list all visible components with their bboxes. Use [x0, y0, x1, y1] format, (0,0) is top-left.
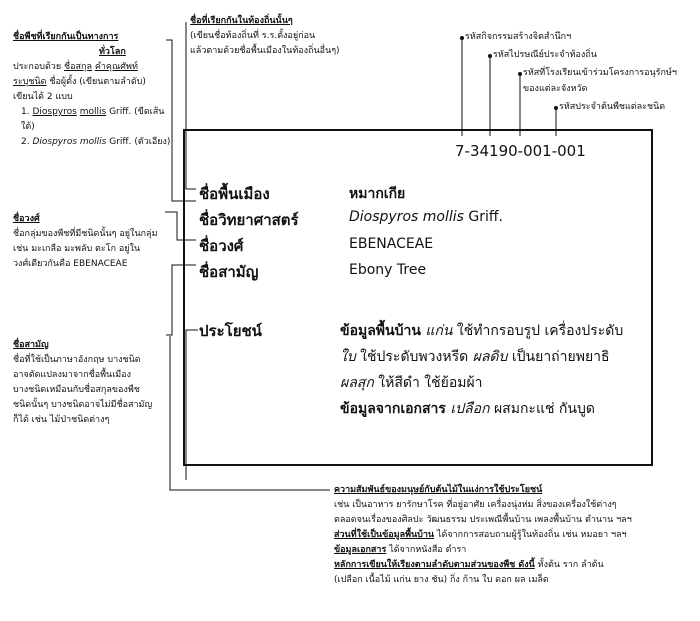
usage-line-2	[340, 344, 650, 370]
code-note-1: รหัสกิจกรรมสร้างจิตสำนึกฯ	[465, 32, 572, 42]
code-note-3a: รหัสที่โรงเรียนเข้าร่วมโครงการอนุรักษ์ฯ	[523, 68, 677, 78]
text: ข้อมูลจากเอกสาร	[340, 401, 446, 417]
note-local-line-2: แล้วตามด้วยชื่อพื้นเมืองในท้องถิ่นอื่นๆ)	[190, 46, 340, 56]
note-common-line-2: อาจตัดแปลงมาจากชื่อพื้นเมือง	[13, 370, 132, 380]
epithet-term: คำคุณศัพท์	[94, 62, 138, 72]
note-global-example-1	[13, 105, 173, 135]
text: ทั้งต้น ราก ลำต้น	[534, 560, 604, 570]
label-local-name: ชื่อพื้นเมือง	[199, 185, 270, 203]
text: แก่น	[420, 323, 453, 339]
note-global-name	[13, 30, 173, 150]
text: เป็นยาถ่ายพยาธิ	[507, 349, 610, 365]
code-note-2: รหัสไปรษณีย์ประจำท้องถิ่น	[493, 50, 597, 60]
text: Diospyros	[32, 107, 77, 117]
text: 2.	[21, 137, 30, 147]
text: ใช้ทำกรอบรูป เครื่องประดับ	[452, 323, 624, 339]
text: ผลสุก	[340, 375, 374, 391]
label-usage: ประโยชน์	[199, 322, 262, 340]
text: ประกอบด้วย	[13, 62, 62, 72]
text: Griff.	[463, 209, 503, 225]
text: 1.	[21, 107, 30, 117]
note-common-line-1: ชื่อที่ใช้เป็นภาษาอังกฤษ บางชนิด	[13, 355, 141, 365]
note-family	[13, 212, 178, 272]
note-global-line-2	[13, 75, 173, 90]
text: ข้อมูลพื้นบ้าน	[340, 323, 421, 339]
text: Diospyros mollis	[349, 209, 464, 225]
text: หลักการเขียนให้เรียงตามลำดับตามส่วนของพืช ดังนี้	[334, 560, 535, 570]
text: Griff. (ตัวเอียง)	[109, 137, 171, 147]
usage-text	[340, 318, 650, 422]
note-usage-line-5	[334, 558, 694, 573]
note-usage-line-4	[334, 543, 694, 558]
text: ให้สีดำ ใช้ย้อมผ้า	[373, 375, 483, 391]
note-global-example-2	[13, 135, 173, 150]
code-note-3b: ของแต่ละจังหวัด	[523, 84, 588, 94]
text: Diospyros mollis	[32, 137, 107, 147]
value-common-name: Ebony Tree	[349, 262, 427, 278]
note-usage-line-2: ตลอดจนเรื่องของศิลปะ วัฒนธรรม ประเพณีพื้นบ้าน เพลงพื้นบ้าน ตำนาน ฯลฯ	[334, 515, 632, 525]
note-usage-title: ความสัมพันธ์ของมนุษย์กับต้นไม้ในแง่การใช้ประโยชน์	[334, 485, 543, 495]
note-global-title-1: ชื่อพืชที่เรียกกันเป็นทางการ	[13, 32, 119, 42]
value-family: EBENACEAE	[349, 236, 434, 252]
text: ชื่อผู้ตั้ง (เขียนตามลำดับ)	[46, 77, 146, 87]
text: Griff. (ขีดเส้นใต้)	[21, 107, 165, 132]
code-note-4: รหัสประจำต้นพืชแต่ละชนิด	[559, 102, 666, 112]
note-common-line-5: ก็ได้ เช่น ไม้ป่าชนิดต่างๆ	[13, 415, 110, 425]
label-family: ชื่อวงศ์	[199, 237, 244, 255]
usage-line-1	[340, 318, 650, 344]
text: ผสมกะแช่ กันบูด	[489, 401, 595, 417]
note-local-line-1: (เขียนชื่อท้องถิ่นที่ ร.ร.ตั้งอยู่ก่อน	[190, 31, 316, 41]
note-common	[13, 338, 173, 428]
genus-term: ชื่อสกุล	[64, 62, 92, 72]
text: เปลือก	[445, 401, 490, 417]
text: ข้อมูลเอกสาร	[334, 545, 387, 555]
note-family-line-3: วงศ์เดียวกันคือ EBENACEAE	[13, 259, 128, 269]
note-family-line-1: ชื่อกลุ่มของพืชที่มีชนิดนั้นๆ อยู่ในกลุ่ม	[13, 229, 158, 239]
label-scientific-name: ชื่อวิทยาศาสตร์	[199, 211, 299, 229]
label-common-name: ชื่อสามัญ	[199, 263, 259, 281]
note-local-title: ชื่อที่เรียกกันในท้องถิ่นนั้นๆ	[190, 16, 293, 26]
note-common-line-3: บางชนิดเหมือนกับชื่อสกุลของพืช	[13, 385, 140, 395]
plant-code: 7-34190-001-001	[455, 142, 586, 160]
note-usage-line-3	[334, 528, 694, 543]
text: ส่วนที่ใช้เป็นข้อมูลพื้นบ้าน	[334, 530, 435, 540]
text: ใช้ประดับพวงหรีด	[355, 349, 469, 365]
note-local-name	[190, 14, 390, 59]
text: ผลดิบ	[468, 349, 508, 365]
text: ได้จากการสอบถามผู้รู้ในท้องถิ่น เช่น หมอยา ฯลฯ	[434, 530, 627, 540]
note-global-title-2: ทั่วโลก	[99, 47, 126, 57]
usage-line-4	[340, 396, 650, 422]
note-family-line-2: เช่น มะเกลือ มะพลับ ตะโก อยู่ใน	[13, 244, 141, 254]
note-usage	[334, 483, 694, 588]
species-term: ระบุชนิด	[13, 77, 47, 87]
text: ได้จากหนังสือ ตำรา	[386, 545, 467, 555]
note-global-line-3: เขียนได้ 2 แบบ	[13, 92, 73, 102]
usage-line-3	[340, 370, 650, 396]
value-local-name: หมากเกีย	[349, 186, 406, 202]
note-common-title: ชื่อสามัญ	[13, 340, 49, 350]
note-usage-line-6: (เปลือก เนื้อไม้ แก่น ยาง ชัน) กิ่ง ก้าน ใบ ดอก ผล เมล็ด	[334, 575, 549, 585]
text: ใบ	[340, 349, 356, 365]
note-family-title: ชื่อวงศ์	[13, 214, 40, 224]
value-scientific-name	[349, 209, 503, 225]
text: mollis	[79, 107, 107, 117]
note-common-line-4: ชนิดนั้นๆ บางชนิดอาจไม่มีชื่อสามัญ	[13, 400, 153, 410]
note-global-line-1	[13, 60, 173, 75]
note-usage-line-1: เช่น เป็นอาหาร ยารักษาโรค ที่อยู่อาศัย เครื่องนุ่งห่ม สิ่งของเครื่องใช้ต่างๆ	[334, 500, 617, 510]
